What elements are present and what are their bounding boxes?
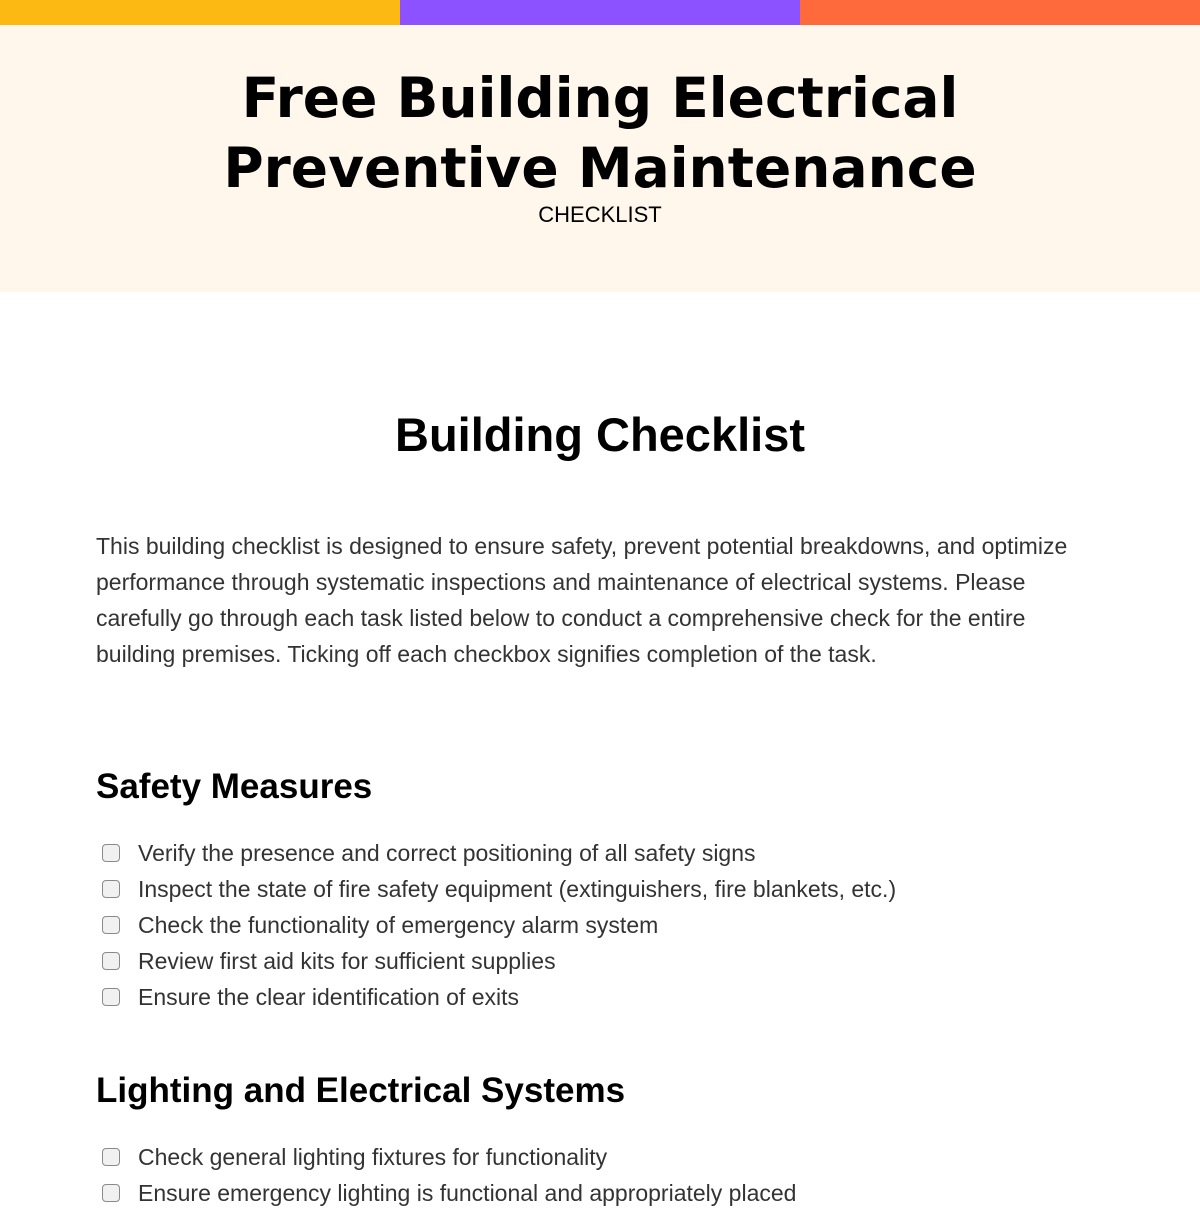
section-heading-safety: Safety Measures bbox=[96, 767, 373, 806]
title-line-2: Preventive Maintenance bbox=[223, 136, 977, 200]
checklist-lighting bbox=[100, 1139, 796, 1211]
checklist-item[interactable] bbox=[100, 1139, 796, 1175]
checklist-item[interactable] bbox=[100, 907, 896, 943]
stripe-purple bbox=[400, 0, 800, 25]
checklist-item-label: Check the functionality of emergency alarm system bbox=[138, 911, 659, 938]
checkbox[interactable] bbox=[102, 952, 120, 970]
page-title bbox=[0, 63, 1200, 203]
checklist-item[interactable] bbox=[100, 979, 896, 1015]
checklist-item[interactable] bbox=[100, 943, 896, 979]
checklist-item-label: Review first aid kits for sufficient supplies bbox=[138, 947, 556, 974]
checklist-item[interactable] bbox=[100, 871, 896, 907]
checkbox[interactable] bbox=[102, 880, 120, 898]
checklist-item-label: Check general lighting fixtures for functionality bbox=[138, 1143, 608, 1170]
checklist-safety bbox=[100, 835, 896, 1015]
page-subtitle: CHECKLIST bbox=[538, 202, 662, 227]
checklist-item-label: Ensure the clear identification of exits bbox=[138, 983, 519, 1010]
checkbox[interactable] bbox=[102, 1184, 120, 1202]
checklist-item-label: Verify the presence and correct positioning of all safety signs bbox=[138, 839, 756, 866]
stripe-orange bbox=[800, 0, 1200, 25]
checkbox[interactable] bbox=[102, 844, 120, 862]
checkbox[interactable] bbox=[102, 1148, 120, 1166]
intro-paragraph: This building checklist is designed to ensure safety, prevent potential breakdowns, and optimize performance through systematic inspections and maintenance of electrical systems. Please carefully go through each task listed below to conduct a comprehensive check for the entire building premises. Ticking off each checkbox signifies completion of the task. bbox=[96, 533, 1068, 667]
document-title: Building Checklist bbox=[395, 408, 805, 461]
color-stripe bbox=[0, 0, 1200, 25]
checklist-item[interactable] bbox=[100, 835, 896, 871]
checklist-item-label: Inspect the state of fire safety equipment (extinguishers, fire blankets, etc.) bbox=[138, 875, 897, 902]
title-line-1: Free Building Electrical bbox=[241, 66, 959, 130]
section-heading-lighting: Lighting and Electrical Systems bbox=[96, 1071, 626, 1110]
header-banner bbox=[0, 25, 1200, 292]
checklist-item[interactable] bbox=[100, 1175, 796, 1211]
checkbox[interactable] bbox=[102, 916, 120, 934]
stripe-yellow bbox=[0, 0, 400, 25]
checkbox[interactable] bbox=[102, 988, 120, 1006]
checklist-item-label: Ensure emergency lighting is functional and appropriately placed bbox=[138, 1179, 797, 1206]
